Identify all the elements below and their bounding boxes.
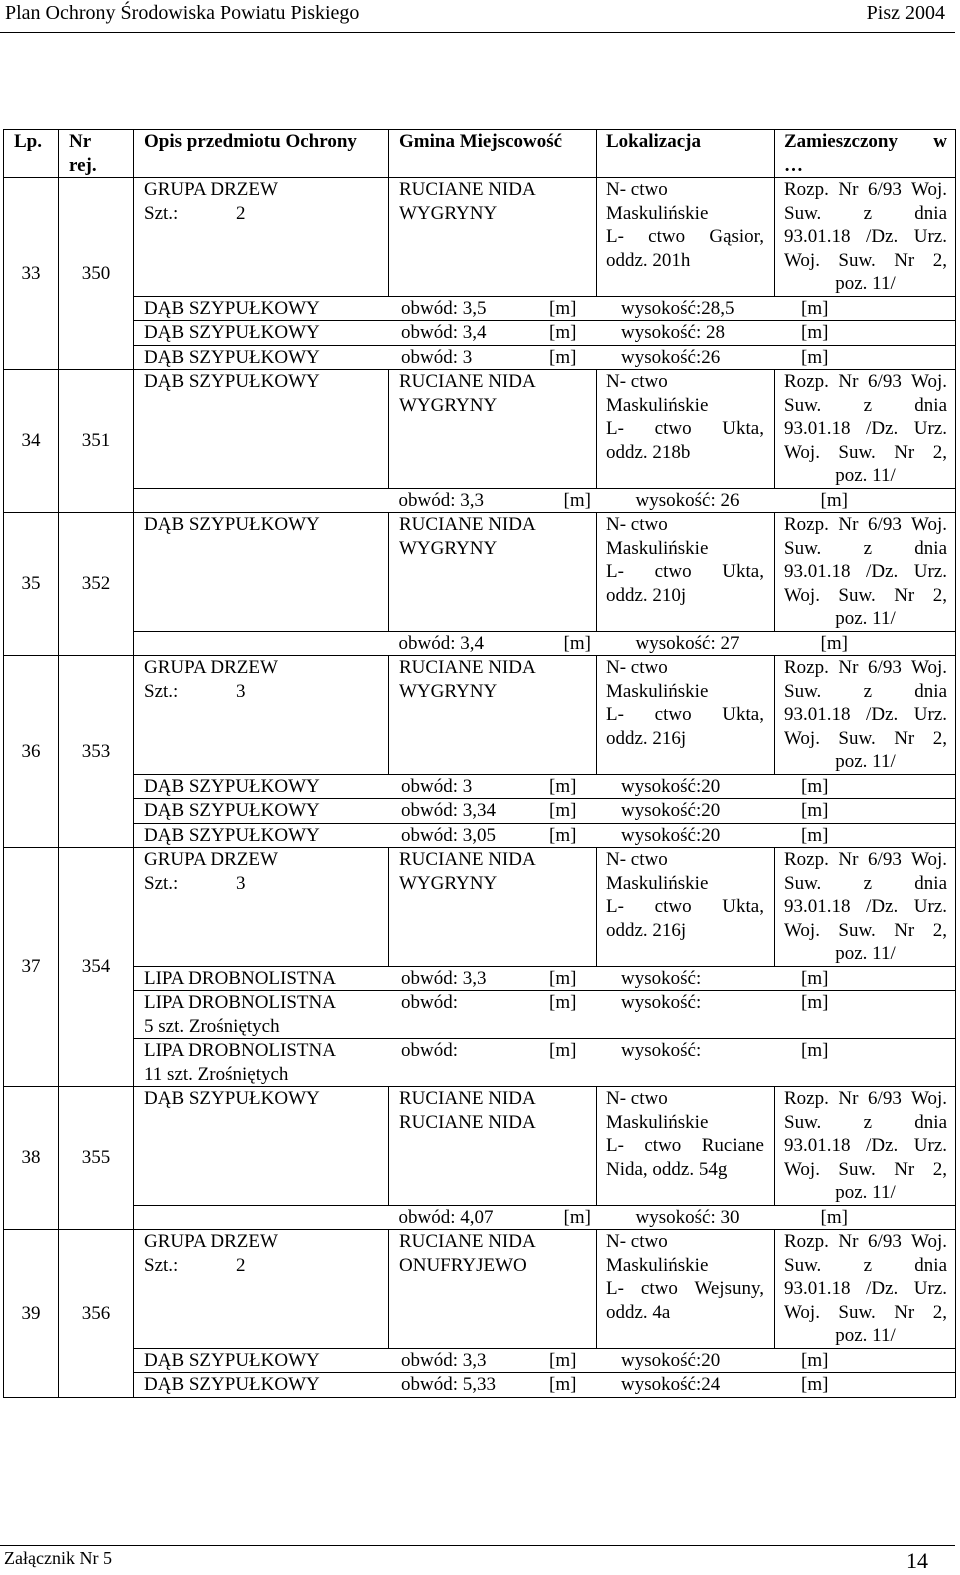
unit-m: [m]	[563, 1206, 591, 1228]
monuments-table	[3, 129, 956, 1398]
unit-m: [m]	[563, 489, 591, 511]
row-lp: 36	[4, 656, 59, 848]
zamieszczony-line: Woj. Suw. Nr 2,	[784, 727, 947, 749]
unit-m: [m]	[801, 322, 829, 343]
unit-m: [m]	[549, 346, 577, 368]
zamieszczony-line: Suw. z dnia	[784, 394, 947, 416]
count-value: 2	[236, 202, 246, 224]
row-nr: 350	[59, 178, 134, 370]
measurement-cell	[389, 631, 956, 656]
row-nr: 354	[59, 848, 134, 1087]
tree-species: DĄB SZYPUŁKOWY	[144, 346, 320, 368]
lokalizacja-line: L- ctwo Ukta,	[606, 418, 764, 439]
lokalizacja-line: Maskulińskie	[606, 680, 709, 702]
zamieszczony-line: 93.01.18 /Dz. Urz.	[784, 1135, 947, 1156]
row-lokalizacja	[597, 656, 775, 775]
measurement-row	[4, 488, 956, 513]
measurement-line	[144, 1039, 955, 1063]
zamieszczony-line: Suw. z dnia	[784, 537, 947, 559]
lokalizacja-line: L- ctwo Ukta,	[606, 896, 764, 917]
tree-cell	[134, 1348, 956, 1373]
gmina: RUCIANE NIDA	[399, 849, 536, 870]
height: wysokość:	[621, 967, 702, 989]
row-nr: 356	[59, 1230, 134, 1398]
circumference: obwód: 3,05	[401, 824, 496, 846]
lokalizacja-line: N- ctwo	[606, 1231, 668, 1252]
tree-note: 5 szt. Zrośniętych	[144, 1015, 280, 1037]
row-gmina	[389, 178, 597, 297]
zamieszczony-line: Suw. z dnia	[784, 202, 947, 224]
circumference: obwód: 3,4	[401, 322, 487, 343]
lokalizacja-line: oddz. 201h	[606, 249, 691, 271]
lokalizacja-line: N- ctwo	[606, 657, 668, 678]
circumference: obwód: 4,07	[398, 1206, 494, 1228]
gmina: RUCIANE NIDA	[399, 657, 536, 678]
lokalizacja-line: N- ctwo	[606, 514, 668, 535]
miejscowosc: WYGRYNY	[399, 872, 498, 894]
row-lp: 37	[4, 848, 59, 1087]
zamieszczony-line: Rozp. Nr 6/93 Woj.	[784, 657, 947, 678]
tree-species: DĄB SZYPUŁKOWY	[144, 775, 320, 797]
height: wysokość: 26	[635, 489, 740, 511]
row-nr: 353	[59, 656, 134, 848]
height: wysokość:24	[621, 1374, 721, 1395]
measurement-line	[144, 346, 955, 370]
row-lokalizacja	[597, 513, 775, 632]
row-zamieszczony	[775, 178, 956, 297]
tree-cell	[134, 345, 956, 370]
unit-m: [m]	[549, 775, 577, 797]
lokalizacja-line: oddz. 210j	[606, 584, 687, 606]
unit-m: [m]	[801, 824, 829, 846]
tree-species: DĄB SZYPUŁKOWY	[144, 1374, 320, 1395]
opis-count	[144, 202, 388, 226]
row-opis	[134, 1230, 389, 1349]
measurement-line	[399, 489, 956, 513]
tree-row	[4, 823, 956, 848]
count-value: 2	[236, 1254, 246, 1276]
miejscowosc: ONUFRYJEWO	[399, 1254, 527, 1276]
opis-main: DĄB SZYPUŁKOWY	[144, 1088, 320, 1109]
unit-m: [m]	[820, 489, 848, 511]
miejscowosc: WYGRYNY	[399, 537, 498, 559]
row-opis	[134, 178, 389, 297]
tree-row	[4, 1373, 956, 1398]
zamieszczony-line: Suw. z dnia	[784, 1254, 947, 1276]
tree-cell	[134, 966, 956, 991]
gmina: RUCIANE NIDA	[399, 371, 536, 392]
zamieszczony-line: poz. 11/	[835, 1182, 896, 1203]
opis-main: GRUPA DRZEW	[144, 657, 278, 678]
opis-count	[144, 872, 388, 896]
tree-row	[4, 296, 956, 321]
tree-cell	[134, 296, 956, 321]
circumference: obwód: 3,3	[401, 1349, 487, 1371]
lokalizacja-line: N- ctwo	[606, 371, 668, 392]
tree-cell	[134, 1039, 956, 1087]
zamieszczony-line: Suw. z dnia	[784, 1111, 947, 1133]
lokalizacja-line: L- ctwo Ukta,	[606, 561, 764, 582]
count-value: 3	[236, 680, 246, 702]
lokalizacja-line: Nida, oddz. 54g	[606, 1158, 728, 1180]
page-number: 14	[906, 1548, 928, 1573]
unit-m: [m]	[801, 992, 829, 1013]
height: wysokość: 27	[635, 632, 740, 654]
lokalizacja-line: N- ctwo	[606, 1088, 668, 1109]
unit-m: [m]	[801, 775, 829, 797]
miejscowosc: WYGRYNY	[399, 202, 498, 224]
measurement-line	[144, 824, 955, 848]
miejscowosc: WYGRYNY	[399, 680, 498, 702]
lokalizacja-line: oddz. 216j	[606, 727, 687, 749]
height: wysokość:20	[621, 1349, 721, 1371]
row-zamieszczony	[775, 656, 956, 775]
count-value: 3	[236, 872, 246, 894]
opis-main: GRUPA DRZEW	[144, 1231, 278, 1252]
zamieszczony-line: Woj. Suw. Nr 2,	[784, 584, 947, 606]
unit-m: [m]	[801, 967, 829, 989]
count-label: Szt.:	[144, 680, 179, 702]
unit-m: [m]	[549, 992, 577, 1013]
height: wysokość:28,5	[621, 297, 735, 319]
lokalizacja-line: Maskulińskie	[606, 1254, 709, 1276]
tree-species: DĄB SZYPUŁKOWY	[144, 824, 320, 846]
zamieszczony-line: Rozp. Nr 6/93 Woj.	[784, 514, 947, 535]
row-opis	[134, 513, 389, 632]
row-lokalizacja	[597, 1087, 775, 1206]
table-row	[4, 656, 956, 775]
row-zamieszczony	[775, 848, 956, 967]
height: wysokość:20	[621, 824, 721, 846]
circumference: obwód: 3,4	[398, 632, 484, 654]
tree-species: DĄB SZYPUŁKOWY	[144, 297, 320, 319]
circumference: obwód:	[401, 1040, 458, 1061]
unit-m: [m]	[801, 297, 829, 319]
tree-note: 11 szt. Zrośniętych	[144, 1063, 289, 1085]
height: wysokość:	[621, 992, 702, 1013]
lokalizacja-line: Maskulińskie	[606, 202, 709, 224]
unit-m: [m]	[820, 632, 848, 654]
row-gmina	[389, 848, 597, 967]
zamieszczony-line: 93.01.18 /Dz. Urz.	[784, 1278, 947, 1299]
circumference: obwód: 3,34	[401, 800, 496, 821]
tree-row	[4, 799, 956, 824]
row-lp: 38	[4, 1087, 59, 1230]
lokalizacja-line: N- ctwo	[606, 849, 668, 870]
count-label: Szt.:	[144, 202, 179, 224]
row-lp: 35	[4, 513, 59, 656]
tree-cell	[134, 1373, 956, 1398]
opis-main: DĄB SZYPUŁKOWY	[144, 371, 320, 392]
row-zamieszczony	[775, 513, 956, 632]
zamieszczony-line: poz. 11/	[835, 751, 896, 772]
measurement-line	[399, 632, 956, 656]
col-header-nr: Nr rej.	[59, 130, 134, 178]
zamieszczony-line: poz. 11/	[835, 943, 896, 964]
lokalizacja-line: L- ctwo Ukta,	[606, 704, 764, 725]
col-header-zamieszczony: Zamieszczony w …	[775, 130, 956, 178]
opis-count	[144, 680, 388, 704]
table-row	[4, 1087, 956, 1206]
table-row	[4, 1230, 956, 1349]
lokalizacja-line: N- ctwo	[606, 179, 668, 200]
zamieszczony-line: Rozp. Nr 6/93 Woj.	[784, 371, 947, 392]
zamieszczony-line: Suw. z dnia	[784, 872, 947, 894]
unit-m: [m]	[549, 297, 577, 319]
header-divider	[0, 32, 955, 33]
zamieszczony-line: poz. 11/	[835, 465, 896, 486]
lokalizacja-line: L- ctwo Gąsior,	[606, 226, 764, 247]
unit-m: [m]	[801, 1349, 829, 1371]
zamieszczony-line: Rozp. Nr 6/93 Woj.	[784, 849, 947, 870]
height: wysokość:20	[621, 800, 721, 821]
row-gmina	[389, 656, 597, 775]
unit-m: [m]	[563, 632, 591, 654]
tree-cell	[134, 321, 956, 346]
gmina: RUCIANE NIDA	[399, 514, 536, 535]
height: wysokość:20	[621, 775, 721, 797]
measurement-row	[4, 631, 956, 656]
row-lokalizacja	[597, 370, 775, 489]
tree-row	[4, 1039, 956, 1087]
unit-m: [m]	[549, 1349, 577, 1371]
lokalizacja-line: L- ctwo Ruciane	[606, 1135, 764, 1156]
measurement-row	[4, 1205, 956, 1230]
tree-row	[4, 966, 956, 991]
table-row	[4, 848, 956, 967]
count-label: Szt.:	[144, 1254, 179, 1276]
lokalizacja-line: Maskulińskie	[606, 872, 709, 894]
col-header-lokalizacja: Lokalizacja	[597, 130, 775, 178]
gmina: RUCIANE NIDA	[399, 1231, 536, 1252]
col-header-lp: Lp.	[4, 130, 59, 178]
circumference: obwód: 3	[401, 775, 473, 797]
unit-m: [m]	[801, 1040, 829, 1061]
tree-row	[4, 774, 956, 799]
tree-species: DĄB SZYPUŁKOWY	[144, 1349, 320, 1371]
tree-cell	[134, 991, 956, 1039]
row-lp: 33	[4, 178, 59, 370]
lokalizacja-line: L- ctwo Wejsuny,	[606, 1278, 764, 1299]
zamieszczony-line: poz. 11/	[835, 273, 896, 294]
unit-m: [m]	[549, 824, 577, 846]
lokalizacja-line: Maskulińskie	[606, 1111, 709, 1133]
lokalizacja-line: oddz. 216j	[606, 919, 687, 941]
tree-species: LIPA DROBNOLISTNA	[144, 967, 336, 989]
zamieszczony-line: Woj. Suw. Nr 2,	[784, 249, 947, 271]
row-gmina	[389, 370, 597, 489]
measurement-cell	[389, 1205, 956, 1230]
tree-row	[4, 345, 956, 370]
unit-m: [m]	[549, 1040, 577, 1061]
tree-row	[4, 321, 956, 346]
circumference: obwód: 3,3	[398, 489, 484, 511]
row-lokalizacja	[597, 848, 775, 967]
tree-species: DĄB SZYPUŁKOWY	[144, 322, 320, 343]
table-row	[4, 370, 956, 489]
row-opis	[134, 1087, 389, 1206]
row-zamieszczony	[775, 370, 956, 489]
table-header-row	[4, 130, 956, 178]
unit-m: [m]	[801, 346, 829, 368]
opis-main: DĄB SZYPUŁKOWY	[144, 514, 320, 535]
unit-m: [m]	[549, 800, 577, 821]
page-header-title: Plan Ochrony Środowiska Powiatu Piskiego	[5, 2, 360, 24]
miejscowosc: WYGRYNY	[399, 394, 498, 416]
row-nr: 351	[59, 370, 134, 513]
col-header-opis: Opis przedmiotu Ochrony	[134, 130, 389, 178]
unit-m: [m]	[549, 322, 577, 343]
measurement-line	[144, 991, 955, 1015]
row-nr: 355	[59, 1087, 134, 1230]
measurement-line	[144, 1373, 955, 1397]
opis-count	[144, 1254, 388, 1278]
zamieszczony-line: Rozp. Nr 6/93 Woj.	[784, 179, 947, 200]
measurement-line	[144, 297, 955, 321]
zamieszczony-line: 93.01.18 /Dz. Urz.	[784, 561, 947, 582]
zamieszczony-line: Woj. Suw. Nr 2,	[784, 1301, 947, 1323]
tree-cell	[134, 774, 956, 799]
opis-main: GRUPA DRZEW	[144, 849, 278, 870]
row-lokalizacja	[597, 178, 775, 297]
footer-divider	[0, 1545, 955, 1546]
gmina: RUCIANE NIDA	[399, 1088, 536, 1109]
row-zamieszczony	[775, 1087, 956, 1206]
row-gmina	[389, 1087, 597, 1206]
row-nr: 352	[59, 513, 134, 656]
measurement-line	[144, 321, 955, 345]
row-zamieszczony	[775, 1230, 956, 1349]
measurement-line	[144, 967, 955, 991]
empty-cell	[134, 631, 389, 656]
unit-m: [m]	[801, 1374, 829, 1395]
lokalizacja-line: Maskulińskie	[606, 394, 709, 416]
zamieszczony-line: Rozp. Nr 6/93 Woj.	[784, 1088, 947, 1109]
empty-cell	[134, 1205, 389, 1230]
height: wysokość: 28	[621, 322, 725, 343]
circumference: obwód: 5,33	[401, 1374, 496, 1395]
zamieszczony-line: 93.01.18 /Dz. Urz.	[784, 704, 947, 725]
tree-species: LIPA DROBNOLISTNA	[144, 1040, 336, 1061]
tree-cell	[134, 823, 956, 848]
gmina: RUCIANE NIDA	[399, 179, 536, 200]
tree-cell	[134, 799, 956, 824]
measurement-cell	[389, 488, 956, 513]
row-lokalizacja	[597, 1230, 775, 1349]
zamieszczony-line: poz. 11/	[835, 608, 896, 629]
tree-species: LIPA DROBNOLISTNA	[144, 992, 336, 1013]
count-label: Szt.:	[144, 872, 179, 894]
unit-m: [m]	[820, 1206, 848, 1228]
opis-main: GRUPA DRZEW	[144, 179, 278, 200]
table-row	[4, 513, 956, 632]
row-opis	[134, 370, 389, 489]
zamieszczony-line: 93.01.18 /Dz. Urz.	[784, 226, 947, 247]
height: wysokość: 30	[635, 1206, 740, 1228]
zamieszczony-line: Woj. Suw. Nr 2,	[784, 919, 947, 941]
miejscowosc: RUCIANE NIDA	[399, 1111, 536, 1133]
tree-species: DĄB SZYPUŁKOWY	[144, 800, 320, 821]
empty-cell	[134, 488, 389, 513]
zamieszczony-line: 93.01.18 /Dz. Urz.	[784, 418, 947, 439]
zamieszczony-line: Woj. Suw. Nr 2,	[784, 1158, 947, 1180]
row-gmina	[389, 513, 597, 632]
table-row	[4, 178, 956, 297]
row-opis	[134, 848, 389, 967]
unit-m: [m]	[801, 800, 829, 821]
zamieszczony-line: Suw. z dnia	[784, 680, 947, 702]
zamieszczony-line: Woj. Suw. Nr 2,	[784, 441, 947, 463]
row-opis	[134, 656, 389, 775]
col-header-gmina: Gmina Miejscowość	[389, 130, 597, 178]
circumference: obwód: 3,3	[401, 967, 487, 989]
circumference: obwód:	[401, 992, 458, 1013]
measurement-line	[144, 775, 955, 799]
row-gmina	[389, 1230, 597, 1349]
circumference: obwód: 3	[401, 346, 473, 368]
unit-m: [m]	[549, 967, 577, 989]
footer-label: Załącznik Nr 5	[4, 1548, 112, 1568]
lokalizacja-line: Maskulińskie	[606, 537, 709, 559]
lokalizacja-line: oddz. 4a	[606, 1301, 671, 1323]
zamieszczony-line: Rozp. Nr 6/93 Woj.	[784, 1231, 947, 1252]
circumference: obwód: 3,5	[401, 297, 487, 319]
lokalizacja-line: oddz. 218b	[606, 441, 691, 463]
measurement-line	[399, 1206, 956, 1230]
tree-row	[4, 991, 956, 1039]
tree-row	[4, 1348, 956, 1373]
height: wysokość:	[621, 1040, 702, 1061]
measurement-line	[144, 799, 955, 823]
row-lp: 39	[4, 1230, 59, 1398]
row-lp: 34	[4, 370, 59, 513]
zamieszczony-line: 93.01.18 /Dz. Urz.	[784, 896, 947, 917]
measurement-line	[144, 1349, 955, 1373]
height: wysokość:26	[621, 346, 721, 368]
unit-m: [m]	[549, 1374, 577, 1395]
zamieszczony-line: poz. 11/	[835, 1325, 896, 1346]
page-header-date: Pisz 2004	[866, 2, 945, 24]
